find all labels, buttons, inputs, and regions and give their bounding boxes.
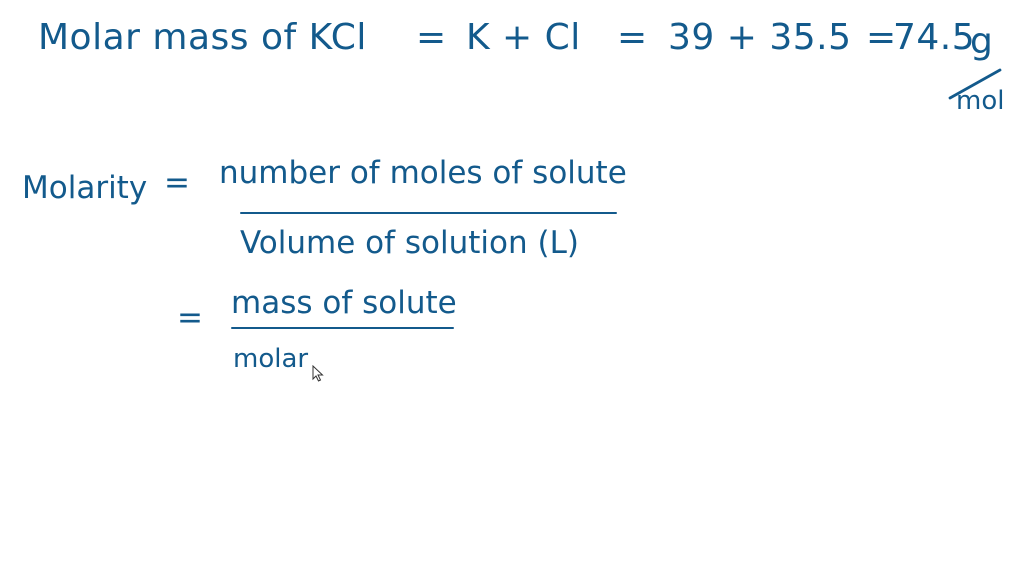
equals-sign-3: = xyxy=(866,17,897,58)
step2-denominator: molar xyxy=(233,344,309,374)
k-plus-cl: K + Cl xyxy=(466,17,581,58)
step2-fraction-bar xyxy=(231,327,454,329)
molar-mass-result: 74.5 xyxy=(893,17,976,58)
unit-grams: g xyxy=(970,21,994,62)
molarity-equals: = xyxy=(164,165,190,201)
molar-mass-label: Molar mass of KCl xyxy=(38,17,367,58)
equals-sign-1: = xyxy=(416,17,447,58)
molarity-label: Molarity xyxy=(22,170,148,206)
step2-numerator: mass of solute xyxy=(231,285,457,321)
equals-sign-2: = xyxy=(617,17,648,58)
molarity-denominator: Volume of solution (L) xyxy=(240,225,579,261)
pointer-arrow-icon xyxy=(312,365,324,382)
molarity-fraction-bar xyxy=(240,212,617,214)
unit-mol: mol xyxy=(956,86,1005,116)
molarity-numerator: number of moles of solute xyxy=(219,155,627,191)
step2-equals: = xyxy=(177,300,203,336)
mass-values: 39 + 35.5 xyxy=(668,17,852,58)
